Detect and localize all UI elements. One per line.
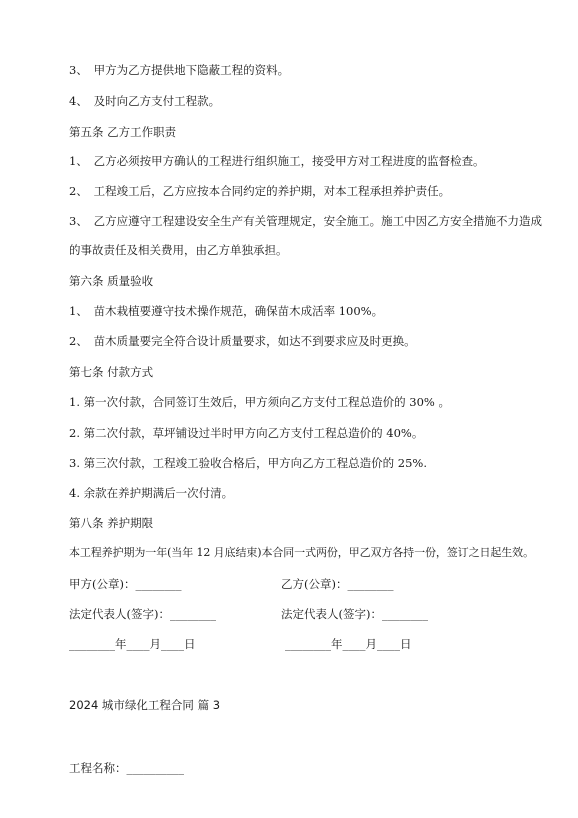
party-a-seal: 甲方(公章)：________	[69, 577, 182, 591]
clause-7-4: 4. 余款在养护期满后一次付清。	[69, 486, 234, 500]
clause-6-2: 2、 苗木质量要完全符合设计质量要求，如达不到要求应及时更换。	[69, 334, 416, 348]
clause-5-3-line2: 的事故责任及相关费用，由乙方单独承担。	[69, 243, 288, 257]
party-b-date: ________年____月____日	[285, 637, 412, 651]
party-a-date: ________年____月____日	[69, 637, 196, 651]
party-b-representative: 法定代表人(签字)：________	[281, 607, 428, 621]
clause-6-1: 1、 苗木栽植要遵守技术操作规范，确保苗木成活率 100%。	[69, 304, 384, 318]
section-6-title: 第六条 质量验收	[69, 274, 154, 288]
section-5-title: 第五条 乙方工作职责	[69, 125, 177, 139]
party-a-representative: 法定代表人(签字)：________	[69, 607, 216, 621]
section-7-title: 第七条 付款方式	[69, 365, 154, 379]
clause-7-3: 3. 第三次付款，工程竣工验收合格后，甲方向乙方工程总造价的 25%.	[69, 456, 427, 470]
clause-5-2: 2、 工程竣工后，乙方应按本合同约定的养护期，对本工程承担养护责任。	[69, 184, 451, 198]
clause-5-3-line1: 3、 乙方应遵守工程建设安全生产有关管理规定，安全施工。施工中因乙方安全措施不力造成	[69, 214, 543, 228]
clause-5-1: 1、 乙方必须按甲方确认的工程进行组织施工，接受甲方对工程进度的监督检查。	[69, 154, 485, 168]
clause-8-text: 本工程养护期为一年(当年 12 月底结束)本合同一式两份，甲乙双方各持一份，签订之日起生效。	[69, 546, 534, 559]
clause-7-2: 2. 第二次付款，草坪铺设过半时甲方向乙方支付工程总造价的 40%。	[69, 426, 424, 440]
project-name-field: 工程名称：__________	[69, 761, 184, 775]
clause-7-1: 1. 第一次付款，合同签订生效后，甲方须向乙方支付工程总造价的 30% 。	[69, 395, 450, 409]
section-8-title: 第八条 养护期限	[69, 516, 154, 530]
clause-a3: 3、 甲方为乙方提供地下隐蔽工程的资料。	[69, 63, 290, 77]
party-b-seal: 乙方(公章)：________	[281, 577, 394, 591]
clause-a4: 4、 及时向乙方支付工程款。	[69, 94, 221, 108]
next-contract-title: 2024 城市绿化工程合同 篇 3	[69, 698, 221, 712]
